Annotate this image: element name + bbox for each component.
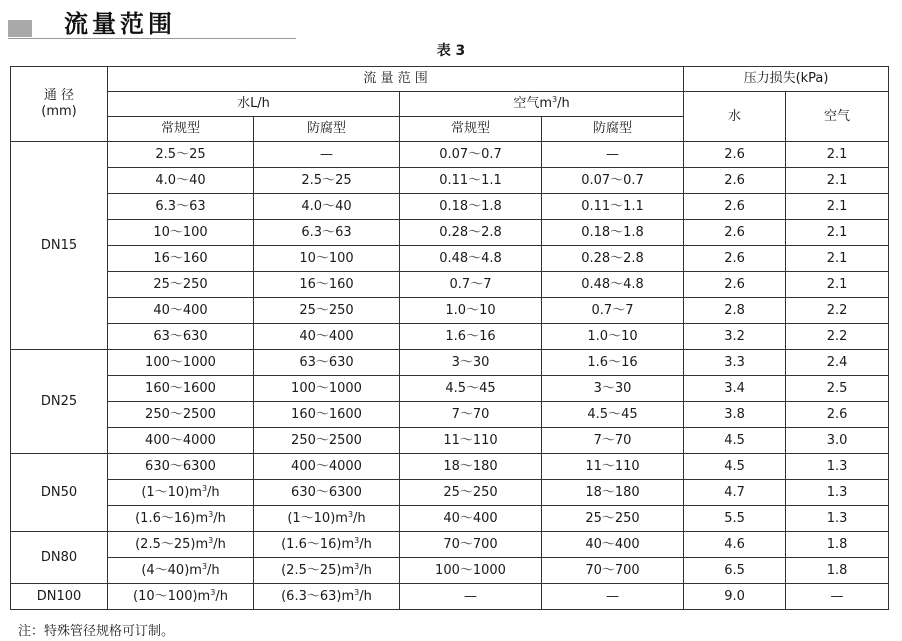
water-loss-cell: 9.0 (684, 584, 786, 610)
air-standard-cell: 0.18～1.8 (400, 194, 542, 220)
water-standard-cell: 630～6300 (108, 454, 254, 480)
superscript: 3 (552, 95, 558, 104)
air-anticorrosion-header: 防腐型 (542, 117, 684, 142)
water-loss-cell: 3.8 (684, 402, 786, 428)
air-loss-header: 空气 (786, 92, 889, 142)
water-loss-cell: 4.5 (684, 428, 786, 454)
water-loss-cell: 5.5 (684, 506, 786, 532)
air-standard-cell: 0.11～1.1 (400, 168, 542, 194)
air-anticorrosion-cell: 0.11～1.1 (542, 194, 684, 220)
water-loss-cell: 6.5 (684, 558, 786, 584)
heading-rule (8, 38, 296, 39)
air-standard-cell: 0.48～4.8 (400, 246, 542, 272)
air-loss-cell: 2.2 (786, 298, 889, 324)
air-loss-cell: 2.1 (786, 246, 889, 272)
table-row (11, 584, 889, 610)
air-anticorrosion-cell: 0.7～7 (542, 298, 684, 324)
water-anticorrosion-cell: 63～630 (254, 350, 400, 376)
air-anticorrosion-cell: 18～180 (542, 480, 684, 506)
water-anticorrosion-cell: 16～160 (254, 272, 400, 298)
superscript: 3 (201, 561, 208, 571)
water-standard-cell: 25～250 (108, 272, 254, 298)
air-standard-cell: 18～180 (400, 454, 542, 480)
water-anticorrosion-cell: $(6.3\sim 63)m^3/h$ (254, 584, 400, 610)
table-row (11, 480, 889, 506)
air-anticorrosion-cell: 11～110 (542, 454, 684, 480)
table-row (11, 142, 889, 168)
superscript: 3 (210, 587, 216, 597)
superscript: 3 (354, 535, 360, 545)
water-loss-cell: 2.6 (684, 272, 786, 298)
water-anticorrosion-header: 防腐型 (254, 117, 400, 142)
air-standard-cell: 40～400 (400, 506, 542, 532)
air-anticorrosion-cell: 70～700 (542, 558, 684, 584)
air-standard-header: 常规型 (400, 117, 542, 142)
water-standard-cell: 2.5～25 (108, 142, 254, 168)
water-standard-cell: 400～4000 (108, 428, 254, 454)
air-loss-cell: 2.1 (786, 194, 889, 220)
air-flow-header: 空气$m^3/h$ (400, 92, 684, 117)
table-row (11, 272, 889, 298)
air-standard-cell: 11～110 (400, 428, 542, 454)
air-loss-cell: 2.1 (786, 168, 889, 194)
water-flow-header: 水L/h (108, 92, 400, 117)
bore-cell: DN50 (11, 454, 108, 532)
air-loss-cell: 1.8 (786, 532, 889, 558)
air-standard-cell: 0.28～2.8 (400, 220, 542, 246)
water-loss-cell: 4.6 (684, 532, 786, 558)
water-standard-cell: 6.3～63 (108, 194, 254, 220)
air-standard-cell: 0.7～7 (400, 272, 542, 298)
water-anticorrosion-cell: $(2.5\sim 25)m^3/h$ (254, 558, 400, 584)
water-loss-cell: 2.6 (684, 220, 786, 246)
flow-range-header: 流 量 范 围 (108, 67, 684, 92)
bore-cell: DN15 (11, 142, 108, 350)
heading-marker (8, 20, 32, 37)
water-standard-cell: $(1\sim 10)m^3/h$ (108, 480, 254, 506)
superscript: 3 (208, 509, 214, 519)
water-anticorrosion-cell: 250～2500 (254, 428, 400, 454)
air-anticorrosion-cell: 4.5～45 (542, 402, 684, 428)
water-loss-cell: 2.6 (684, 246, 786, 272)
air-anticorrosion-cell: 0.07～0.7 (542, 168, 684, 194)
water-anticorrosion-cell: $(1.6\sim 16)m^3/h$ (254, 532, 400, 558)
superscript: 3 (347, 509, 354, 519)
air-loss-cell: 2.5 (786, 376, 889, 402)
air-standard-cell: 70～700 (400, 532, 542, 558)
air-standard-cell: 7～70 (400, 402, 542, 428)
water-anticorrosion-cell: 100～1000 (254, 376, 400, 402)
water-anticorrosion-cell: 25～250 (254, 298, 400, 324)
table-row (11, 324, 889, 350)
bore-cell: DN100 (11, 584, 108, 610)
water-standard-cell: 100～1000 (108, 350, 254, 376)
water-loss-cell: 2.6 (684, 142, 786, 168)
water-standard-cell: 16～160 (108, 246, 254, 272)
water-anticorrosion-cell: 40～400 (254, 324, 400, 350)
water-anticorrosion-cell: — (254, 142, 400, 168)
air-loss-cell: 2.6 (786, 402, 889, 428)
air-standard-cell: 1.0～10 (400, 298, 542, 324)
air-anticorrosion-cell: 0.18～1.8 (542, 220, 684, 246)
water-loss-cell: 4.7 (684, 480, 786, 506)
footnote: 注：特殊管径规格可订制。 (18, 624, 175, 639)
water-loss-cell: 3.2 (684, 324, 786, 350)
air-loss-cell: 2.4 (786, 350, 889, 376)
table-row (11, 506, 889, 532)
table-row (11, 168, 889, 194)
water-standard-cell: 250～2500 (108, 402, 254, 428)
air-anticorrosion-cell: 3～30 (542, 376, 684, 402)
air-standard-cell: 3～30 (400, 350, 542, 376)
air-loss-cell: 3.0 (786, 428, 889, 454)
air-loss-cell: 2.1 (786, 220, 889, 246)
water-anticorrosion-cell: $(1\sim 10)m^3/h$ (254, 506, 400, 532)
water-loss-cell: 2.6 (684, 194, 786, 220)
water-standard-cell: $(10\sim 100)m^3/h$ (108, 584, 254, 610)
air-anticorrosion-cell: 1.6～16 (542, 350, 684, 376)
table-row (11, 376, 889, 402)
air-anticorrosion-cell: 0.48～4.8 (542, 272, 684, 298)
table-body (11, 142, 889, 610)
water-standard-cell: $(2.5\sim 25)m^3/h$ (108, 532, 254, 558)
water-standard-cell: $(1.6\sim 16)m^3/h$ (108, 506, 254, 532)
water-anticorrosion-cell: 2.5～25 (254, 168, 400, 194)
air-standard-cell: — (400, 584, 542, 610)
water-loss-header: 水 (684, 92, 786, 142)
water-standard-cell: 63～630 (108, 324, 254, 350)
table-row (11, 350, 889, 376)
air-anticorrosion-cell: — (542, 584, 684, 610)
table-row (11, 558, 889, 584)
table-caption: 表 3 (436, 43, 466, 59)
air-anticorrosion-cell: 40～400 (542, 532, 684, 558)
air-loss-cell: 2.2 (786, 324, 889, 350)
air-anticorrosion-cell: 25～250 (542, 506, 684, 532)
water-standard-cell: 160～1600 (108, 376, 254, 402)
water-anticorrosion-cell: 630～6300 (254, 480, 400, 506)
flow-range-table (10, 66, 889, 610)
bore-header (11, 67, 108, 142)
water-loss-cell: 2.6 (684, 168, 786, 194)
table-row (11, 194, 889, 220)
table-row (11, 220, 889, 246)
water-anticorrosion-cell: 160～1600 (254, 402, 400, 428)
water-anticorrosion-cell: 400～4000 (254, 454, 400, 480)
water-anticorrosion-cell: 6.3～63 (254, 220, 400, 246)
water-loss-cell: 2.8 (684, 298, 786, 324)
superscript: 3 (201, 483, 208, 493)
superscript: 3 (208, 535, 214, 545)
water-standard-cell: $(4\sim 40)m^3/h$ (108, 558, 254, 584)
table-row (11, 428, 889, 454)
bore-unit: (mm) (41, 104, 77, 119)
superscript: 3 (354, 587, 360, 597)
air-anticorrosion-cell: 1.0～10 (542, 324, 684, 350)
bore-cell: DN80 (11, 532, 108, 584)
table-row (11, 402, 889, 428)
water-standard-cell: 40～400 (108, 298, 254, 324)
table-row (11, 246, 889, 272)
table-row (11, 454, 889, 480)
air-loss-cell: 1.8 (786, 558, 889, 584)
air-loss-cell: 2.1 (786, 272, 889, 298)
air-standard-cell: 25～250 (400, 480, 542, 506)
superscript: 3 (354, 561, 360, 571)
table-row (11, 532, 889, 558)
water-loss-cell: 3.4 (684, 376, 786, 402)
water-anticorrosion-cell: 10～100 (254, 246, 400, 272)
water-standard-cell: 4.0～40 (108, 168, 254, 194)
water-loss-cell: 4.5 (684, 454, 786, 480)
air-loss-cell: 1.3 (786, 480, 889, 506)
water-standard-header: 常规型 (108, 117, 254, 142)
air-standard-cell: 0.07～0.7 (400, 142, 542, 168)
bore-label: 通 径 (43, 88, 75, 103)
air-loss-cell: 2.1 (786, 142, 889, 168)
air-loss-cell: 1.3 (786, 506, 889, 532)
pressure-loss-header: 压力损失(kPa) (684, 67, 889, 92)
air-standard-cell: 100～1000 (400, 558, 542, 584)
air-anticorrosion-cell: 7～70 (542, 428, 684, 454)
air-loss-cell: 1.3 (786, 454, 889, 480)
air-standard-cell: 4.5～45 (400, 376, 542, 402)
air-loss-cell: — (786, 584, 889, 610)
air-anticorrosion-cell: — (542, 142, 684, 168)
air-standard-cell: 1.6～16 (400, 324, 542, 350)
table-row (11, 298, 889, 324)
air-anticorrosion-cell: 0.28～2.8 (542, 246, 684, 272)
water-anticorrosion-cell: 4.0～40 (254, 194, 400, 220)
water-standard-cell: 10～100 (108, 220, 254, 246)
water-loss-cell: 3.3 (684, 350, 786, 376)
page-title: 流量范围 (64, 10, 176, 38)
bore-cell: DN25 (11, 350, 108, 454)
